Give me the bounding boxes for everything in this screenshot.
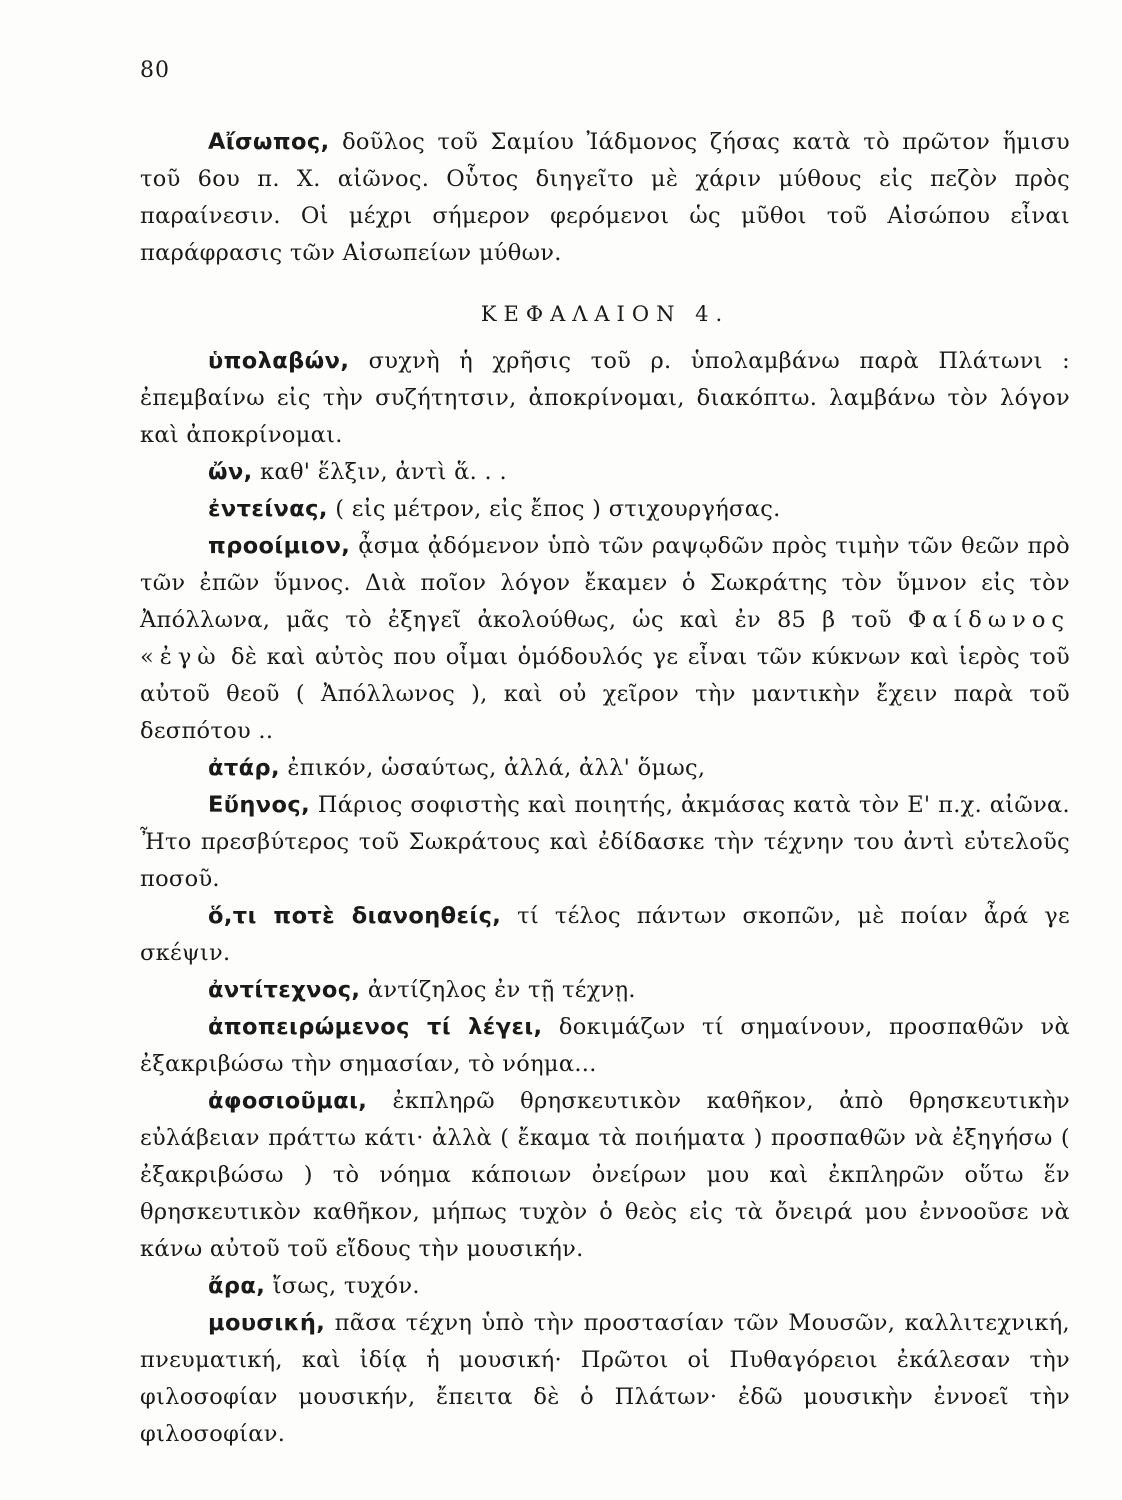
entry-text: ἐπικόν, ὡσαύτως, ἀλλά, ἀλλ' ὅμως, <box>279 755 706 781</box>
entry-prooimion <box>140 528 1070 750</box>
entry-term: Εὔηνος, <box>208 792 311 818</box>
entry-text: ( εἰς μέτρον, εἰς ἔπος ) στιχουργήσας. <box>327 496 781 522</box>
entry-text-continued: δὲ καὶ αὐτὸς που οἶμαι ὁμόδουλός γε εἶναι τῶν κύκνων καὶ ἱερὸς τοῦ αὐτοῦ θεοῦ ( Ἀπόλλωνος ), καὶ οὐ χεῖρον τὴν μαντικὴν ἔχειν παρὰ τοῦ δεσπότου .. <box>140 644 1070 744</box>
entry-term: ἄρα, <box>208 1273 266 1299</box>
entry-term: ὑπολαβών, <box>208 348 350 374</box>
entry-text: τί τέλος πάντων σκοπῶν, μὲ ποίαν ἆρά γε σκέψιν. <box>140 903 1070 966</box>
entry-hoti-pote <box>140 898 1070 972</box>
entry-term: ὅ,τι ποτὲ διανοηθείς, <box>208 903 502 929</box>
entry-enteinas <box>140 491 1070 528</box>
entry-text: συχνὴ ἡ χρῆσις τοῦ ρ. ὑπολαμβάνω παρὰ Πλάτωνι : ἐπεμβαίνω εἰς τὴν συζήτητσιν, ἀποκρίνομαι, διακόπτω. λαμβάνω τὸν λόγον καὶ ἀποκρίνομαι. <box>140 348 1070 448</box>
entry-text: ἴσως, τυχόν. <box>265 1273 420 1299</box>
entry-term: Αἴσωπος, <box>208 129 330 155</box>
entry-text: Πάριος σοφιστὴς καὶ ποιητής, ἀκμάσας κατὰ τὸν Ε' π.χ. αἰῶνα. Ἦτο πρεσβύτερος τοῦ Σωκράτους καὶ ἐδίδασκε τὴν τέχνην του ἀντὶ εὐτελοῦς ποσοῦ. <box>140 792 1070 892</box>
entry-mousike <box>140 1305 1070 1453</box>
entry-apopeiromenos <box>140 1009 1070 1083</box>
entry-aphosioumai <box>140 1083 1070 1268</box>
entry-term: ἀτάρ, <box>208 755 280 781</box>
entry-text: πᾶσα τέχνη ὑπὸ τὴν προστασίαν τῶν Μουσῶν, καλλιτεχνική, πνευματική, καὶ ἰδίᾳ ἡ μουσική· Πρῶτοι οἱ Πυθαγόρειοι ἐκάλεσαν τὴν φιλοσοφίαν μουσικήν, ἔπειτα δὲ ὁ Πλάτων· ἐδῶ μουσικὴν ἐννοεῖ τὴν φιλοσοφίαν. <box>140 1310 1070 1447</box>
entry-term: μουσική, <box>208 1310 326 1336</box>
entry-on <box>140 454 1070 491</box>
entry-term: ἀφοσιοῦμαι, <box>208 1088 368 1114</box>
page-number: 80 <box>140 58 170 83</box>
entry-term: προοίμιον, <box>208 533 351 559</box>
entry-text: δοκιμάζων τί σημαίνουν, προσπαθῶν νὰ ἐξακριβώσω τὴν σημασίαν, τὸ νόημα... <box>140 1014 1071 1077</box>
entry-text: καθ' ἕλξιν, ἀντὶ ἅ. . . <box>252 459 507 485</box>
chapter-heading: ΚΕΦΑΛΑΙΟΝ 4. <box>480 302 730 326</box>
entry-text: δοῦλος τοῦ Σαμίου Ἰάδμονος ζήσας κατὰ τὸ πρῶτον ἥμισυ τοῦ 6ου π. Χ. αἰῶνος. Οὗτος διηγεῖτο μὲ χάριν μύθους εἰς πεζὸν πρὸς παραίνεσιν. Οἱ μέχρι σήμερον φερόμενοι ὡς μῦθοι τοῦ Αἰσώπου εἶναι παράφρασις τῶν Αἰσωπείων μύθων. <box>140 129 1070 266</box>
entry-text-spaced: Φαίδωνος «ἐγὼ <box>140 607 1070 670</box>
entry-euenos <box>140 787 1070 898</box>
entry-antitechnos <box>140 972 1070 1009</box>
entry-atar <box>140 750 1070 787</box>
entry-term: ἀποπειρώμενος τί λέγει, <box>208 1014 543 1040</box>
entry-aisopos <box>140 124 1070 272</box>
entry-term: ἀντίτεχνος, <box>208 977 361 1003</box>
entry-term: ὤν, <box>208 459 253 485</box>
entry-ara <box>140 1268 1070 1305</box>
entry-text: ᾆσμα ᾀδόμενον ὑπὸ τῶν ραψῳδῶν πρὸς τιμὴν τῶν θεῶν πρὸ τῶν ἐπῶν ὕμνος. Διὰ ποῖον λόγον ἔκαμεν ὁ Σωκράτης τὸν ὕμνον εἰς τὸν Ἀπόλλωνα, μᾶς τὸ ἐξηγεῖ ἀκολούθως, ὡς καὶ ἐν 85 β τοῦ <box>140 533 1070 633</box>
entry-text: ἐκπληρῶ θρησκευτικὸν καθῆκον, ἀπὸ θρησκευτικὴν εὐλάβειαν πράττω κάτι· ἀλλὰ ( ἔκαμα τὰ ποιήματα ) προσπαθῶν νὰ ἐξηγήσω ( ἐξακριβώσω ) τὸ νόημα κάποιων ὀνείρων μου καὶ ἐκπληρῶν οὕτω ἕν θρησκευτικὸν καθῆκον, μήπως τυχὸν ὁ θεὸς εἰς τὰ ὄνειρά μου ἐννοοῦσε νὰ κάνω αὐτοῦ τοῦ εἴδους τὴν μουσικήν. <box>140 1088 1070 1262</box>
entry-term: ἐντείνας, <box>208 496 328 522</box>
entry-text: ἀντίζηλος ἐν τῇ τέχνῃ. <box>360 977 636 1003</box>
page-body <box>140 124 1070 1453</box>
entry-hypolabon <box>140 343 1070 454</box>
